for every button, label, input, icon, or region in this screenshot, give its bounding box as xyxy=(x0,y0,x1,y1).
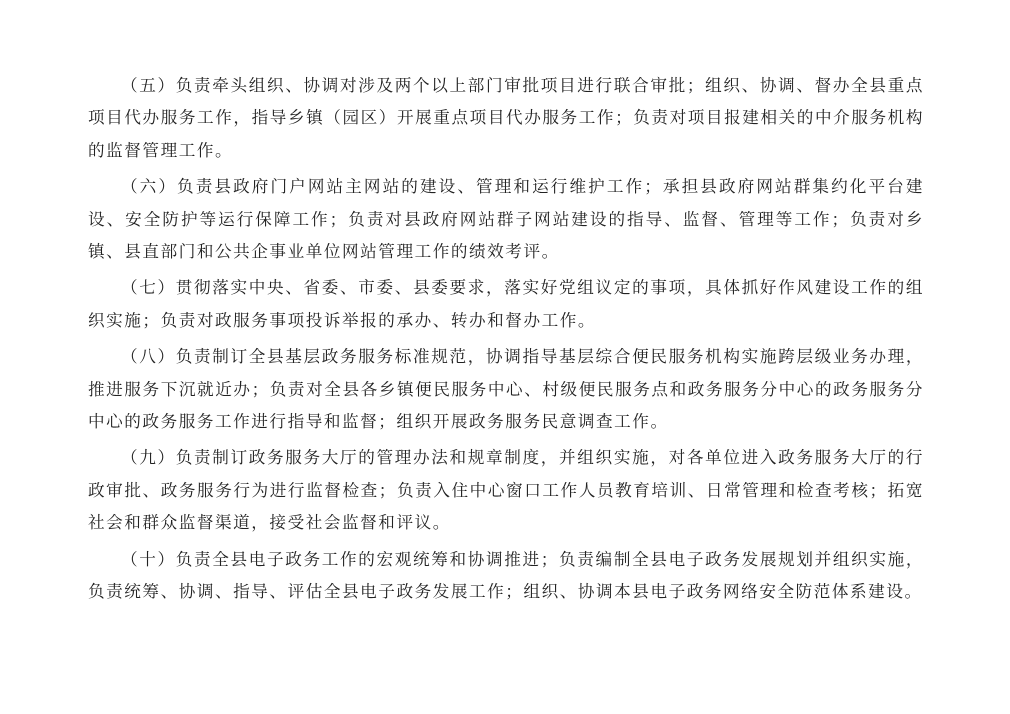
paragraph-7: （七）贯彻落实中央、省委、市委、县委要求，落实好党组议定的事项，具体抓好作风建设工作的组织实施；负责对政服务事项投诉举报的承办、转办和督办工作。 xyxy=(88,278,924,330)
paragraph-8: （八）负责制订全县基层政务服务标准规范，协调指导基层综合便民服务机构实施跨层级业务办理，推进服务下沉就近办；负责对全县各乡镇便民服务中心、村级便民服务点和政务服务分中心的政务服务分中心的政务服务工作进行指导和监督；组织开展政务服务民意调查工作。 xyxy=(88,347,924,432)
paragraph-6: （六）负责县政府门户网站主网站的建设、管理和运行维护工作；承担县政府网站群集约化平台建设、安全防护等运行保障工作；负责对县政府网站群子网站建设的指导、监督、管理等工作；负责对乡镇、县直部门和公共企事业单位网站管理工作的绩效考评。 xyxy=(88,177,924,262)
paragraph-5: （五）负责牵头组织、协调对涉及两个以上部门审批项目进行联合审批；组织、协调、督办全县重点项目代办服务工作，指导乡镇（园区）开展重点项目代办服务工作；负责对项目报建相关的中介服务机构的监督管理工作。 xyxy=(88,76,924,160)
paragraph-10: （十）负责全县电子政务工作的宏观统筹和协调推进；负责编制全县电子政务发展规划并组织实施，负责统筹、协调、指导、评估全县电子政务发展工作；组织、协调本县电子政务网络安全防范体系建设。 xyxy=(88,549,924,602)
paragraph-9: （九）负责制订政务服务大厅的管理办法和规章制度，并组织实施，对各单位进入政务服务大厅的行政审批、政务服务行为进行监督检查；负责入住中心窗口工作人员教育培训、日常管理和检查考核；拓宽社会和群众监督渠道，接受社会监督和评议。 xyxy=(88,448,924,533)
document-page xyxy=(88,70,924,613)
